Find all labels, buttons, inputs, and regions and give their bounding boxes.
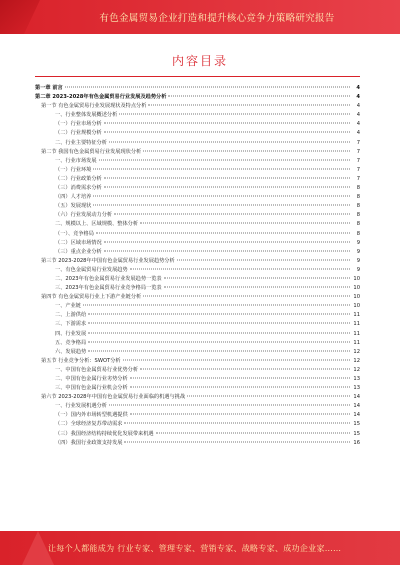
toc-leader-dots — [99, 159, 350, 160]
toc-entry-label: 第一节 有色金属贸易行业发展现状及特点分析 — [41, 103, 147, 110]
toc-entry[interactable] — [35, 339, 360, 348]
toc-entry-page: 16 — [353, 439, 360, 446]
toc-leader-dots — [143, 296, 350, 297]
toc-entry-page: 14 — [353, 394, 360, 401]
toc-entry-page: 15 — [353, 430, 360, 437]
toc-entry[interactable] — [35, 330, 360, 339]
toc-entry-page: 7 — [356, 139, 360, 146]
toc-entry-label: 第四节 有色金属贸易行业上下游产业链分析 — [41, 294, 142, 301]
toc-entry-page: 12 — [353, 348, 360, 355]
toc-entry-page: 11 — [353, 312, 360, 319]
toc-entry-label: 一、有色金属贸易行业发展趋势 — [55, 266, 128, 273]
toc-entry[interactable] — [35, 357, 360, 366]
toc-entry-page: 15 — [353, 421, 360, 428]
toc-entry-page: 10 — [353, 303, 360, 310]
toc-entry-page: 7 — [356, 157, 360, 164]
toc-leader-dots — [124, 423, 350, 424]
toc-entry-label: 三、2023年有色金属贸易行业竞争格局一览表 — [55, 285, 162, 292]
toc-entry-page: 14 — [353, 403, 360, 410]
toc-leader-dots — [168, 96, 350, 97]
toc-entry[interactable] — [35, 202, 360, 211]
toc-leader-dots — [130, 414, 350, 415]
toc-entry-page: 4 — [356, 85, 360, 91]
toc-entry[interactable] — [35, 311, 360, 320]
toc-leader-dots — [164, 277, 350, 278]
toc-entry[interactable] — [35, 439, 360, 448]
toc-entry-page: 11 — [353, 330, 360, 337]
toc-leader-dots — [88, 341, 350, 342]
toc-entry-page: 11 — [353, 339, 360, 346]
toc-heading: 内容目录 — [171, 54, 228, 68]
toc-leader-dots — [93, 196, 350, 197]
toc-entry[interactable] — [35, 348, 360, 357]
toc-leader-dots — [83, 305, 350, 306]
toc-entry-label: 一、行业整体发展概述分析 — [55, 112, 118, 119]
toc-leader-dots — [143, 150, 350, 151]
toc-leader-dots — [65, 87, 350, 88]
toc-leader-dots — [88, 314, 350, 315]
toc-leader-dots — [104, 177, 350, 178]
toc-entry[interactable] — [35, 102, 360, 111]
toc-entry[interactable] — [35, 320, 360, 329]
toc-entry-label: 第六节 2023-2028年中国有色金属贸易行业面临的机遇与挑战 — [41, 394, 186, 401]
toc-entry-label: 第五节 行业竞争分析：SWOT分析 — [41, 357, 121, 364]
toc-leader-dots — [114, 214, 350, 215]
toc-entry-page: 10 — [353, 294, 360, 301]
toc-entry-label: （三）重点企业分析 — [55, 248, 102, 255]
toc-entry-page: 8 — [356, 230, 360, 237]
footer-slogan: 让每个人都能成为 行业专家、管理专家、营销专家、战略专家、成功企业家…… — [48, 544, 342, 553]
toc-entry-label: 第二章 2023-2028年有色金属贸易行业发展及趋势分析 — [35, 94, 167, 101]
toc-entry-label: 第一章 前言 — [35, 85, 63, 91]
report-title: 有色金属贸易企业打造和提升核心竞争力策略研究报告 — [99, 13, 335, 24]
toc-entry-page: 12 — [353, 366, 360, 373]
toc-entry-label: （一）行业环境 — [55, 166, 92, 173]
toc-leader-dots — [187, 396, 350, 397]
toc-leader-dots — [104, 241, 350, 242]
toc-entry-page: 10 — [353, 285, 360, 292]
toc-entry[interactable] — [35, 302, 360, 311]
report-header-bar — [0, 0, 400, 34]
toc-entry-label: 二、行业主要特征分析 — [55, 139, 107, 146]
toc-entry[interactable] — [35, 84, 360, 93]
toc-entry[interactable] — [35, 420, 360, 429]
toc-entry[interactable] — [35, 402, 360, 411]
toc-entry[interactable] — [35, 193, 360, 202]
toc-entry[interactable] — [35, 284, 360, 293]
toc-entry-page: 9 — [356, 239, 360, 246]
toc-entry-label: 二、上游供给 — [55, 312, 87, 319]
toc-leader-dots — [88, 350, 350, 351]
toc-entry-page: 8 — [356, 212, 360, 219]
report-footer-bar — [0, 531, 400, 565]
toc-entry-page: 7 — [356, 166, 360, 173]
toc-entry-page: 8 — [356, 185, 360, 192]
toc-entry[interactable] — [35, 430, 360, 439]
toc-entry-label: （五）发展现状 — [55, 203, 92, 210]
toc-leader-dots — [93, 168, 350, 169]
toc-entry-label: （二）全球经济复苏带动需求 — [55, 421, 123, 428]
toc-entry-page: 9 — [356, 266, 360, 273]
toc-entry[interactable] — [35, 248, 360, 257]
toc-entry-label: （二）行业规模分析 — [55, 130, 102, 137]
toc-entry-label: （三）消费需求分析 — [55, 185, 102, 192]
toc-leader-dots — [93, 205, 350, 206]
toc-entry-page: 7 — [356, 175, 360, 182]
toc-entry-page: 4 — [356, 130, 360, 137]
toc-entry[interactable] — [35, 184, 360, 193]
toc-entry[interactable] — [35, 166, 360, 175]
toc-entry-page: 11 — [353, 321, 360, 328]
toc-entry[interactable] — [35, 266, 360, 275]
toc-leader-dots — [130, 387, 350, 388]
toc-entry-page: 8 — [356, 194, 360, 201]
toc-entry-label: （二）行业政策分析 — [55, 175, 102, 182]
toc-entry-label: 一、行业发展机遇分析 — [55, 403, 107, 410]
toc-entry[interactable] — [35, 230, 360, 239]
toc-leader-dots — [104, 132, 350, 133]
toc-entry[interactable] — [35, 393, 360, 402]
toc-entry-page: 12 — [353, 357, 360, 364]
toc-leader-dots — [148, 105, 350, 106]
toc-leader-dots — [104, 187, 350, 188]
toc-leader-dots — [124, 441, 350, 442]
toc-entry[interactable] — [35, 239, 360, 248]
toc-entry-label: 二、规模以上、区域规模、整体分析 — [55, 221, 139, 228]
toc-entry[interactable] — [35, 157, 360, 166]
toc-leader-dots — [119, 114, 350, 115]
toc-entry-page: 4 — [356, 121, 360, 128]
toc-entry[interactable] — [35, 366, 360, 375]
toc-entry-label: （一）行业市场分析 — [55, 121, 102, 128]
toc-entry-page: 8 — [356, 221, 360, 228]
toc-entry-page: 10 — [353, 275, 360, 282]
toc-entry[interactable] — [35, 175, 360, 184]
toc-entry[interactable] — [35, 129, 360, 138]
toc-entry-label: 一、行业市场发展 — [55, 157, 97, 164]
toc-entry-page: 8 — [356, 203, 360, 210]
toc-entry-label: （一）、竞争格局 — [55, 230, 94, 237]
toc-entry-label: （六）行业发展动力分析 — [55, 212, 113, 219]
toc-entry[interactable] — [35, 257, 360, 266]
toc-entry-label: 六、发展趋势 — [55, 348, 87, 355]
toc-leader-dots — [177, 259, 350, 260]
toc-leader-dots — [109, 405, 350, 406]
table-of-contents — [35, 84, 360, 448]
toc-leader-dots — [123, 359, 350, 360]
toc-entry[interactable] — [35, 220, 360, 229]
toc-leader-dots — [156, 432, 350, 433]
toc-entry-label: 四、行业发展 — [55, 330, 87, 337]
toc-entry[interactable] — [35, 293, 360, 302]
header-decoration — [0, 0, 40, 34]
toc-entry-page: 4 — [356, 94, 360, 101]
toc-leader-dots — [130, 268, 350, 269]
toc-entry-page: 9 — [356, 257, 360, 264]
toc-entry[interactable] — [35, 111, 360, 120]
toc-entry[interactable] — [35, 120, 360, 129]
toc-entry-label: 三、中国有色金属行业机会分析 — [55, 385, 128, 392]
toc-entry-page: 13 — [353, 376, 360, 382]
toc-entry[interactable] — [35, 211, 360, 220]
toc-leader-dots — [104, 123, 350, 124]
toc-entry-label: 一、产业链 — [55, 303, 81, 310]
toc-leader-dots — [140, 223, 350, 224]
toc-leader-dots — [109, 141, 350, 142]
toc-entry-label: 第三节 2023-2028年中国有色金属贸易行业发展趋势分析 — [41, 257, 175, 264]
toc-leader-dots — [140, 368, 350, 369]
toc-entry[interactable] — [35, 139, 360, 148]
toc-divider — [35, 76, 360, 77]
toc-entry[interactable] — [35, 375, 360, 384]
toc-entry-page: 13 — [353, 385, 360, 392]
toc-entry-page: 4 — [356, 112, 360, 119]
toc-entry[interactable] — [35, 93, 360, 102]
toc-entry-label: （三）我国经济结构持续优化发展带来机遇 — [55, 430, 154, 437]
toc-entry-label: 一、中国有色金属贸易行业优势分析 — [55, 366, 139, 373]
toc-entry[interactable] — [35, 275, 360, 284]
toc-leader-dots — [88, 332, 350, 333]
toc-entry[interactable] — [35, 384, 360, 393]
toc-entry-label: 二、2023年有色金属贸易行业发展趋势一览表 — [55, 275, 162, 282]
toc-entry-label: （四）人才培养 — [55, 194, 92, 201]
toc-leader-dots — [104, 250, 350, 251]
toc-entry-label: （一）国内外市场转型机遇提供 — [55, 412, 128, 419]
toc-entry-label: 第二节 我国有色金属贸易行业发展现状分析 — [41, 148, 142, 155]
toc-entry-label: 三、下游需求 — [55, 321, 87, 328]
toc-leader-dots — [130, 378, 350, 379]
toc-entry-page: 7 — [356, 148, 360, 155]
toc-entry-page: 14 — [353, 412, 360, 419]
toc-entry-page: 4 — [356, 103, 360, 110]
toc-entry-label: 五、竞争格局 — [55, 339, 87, 346]
toc-entry[interactable] — [35, 411, 360, 420]
toc-entry-label: （二）区域市场情况 — [55, 239, 102, 246]
toc-leader-dots — [96, 232, 350, 233]
toc-entry-label: （四）我国行业政策支持发展 — [55, 439, 123, 446]
toc-entry-label: 二、中国有色金属行业劣势分析 — [55, 376, 128, 382]
toc-entry-page: 9 — [356, 248, 360, 255]
toc-leader-dots — [164, 287, 350, 288]
toc-leader-dots — [88, 323, 350, 324]
toc-entry[interactable] — [35, 148, 360, 157]
